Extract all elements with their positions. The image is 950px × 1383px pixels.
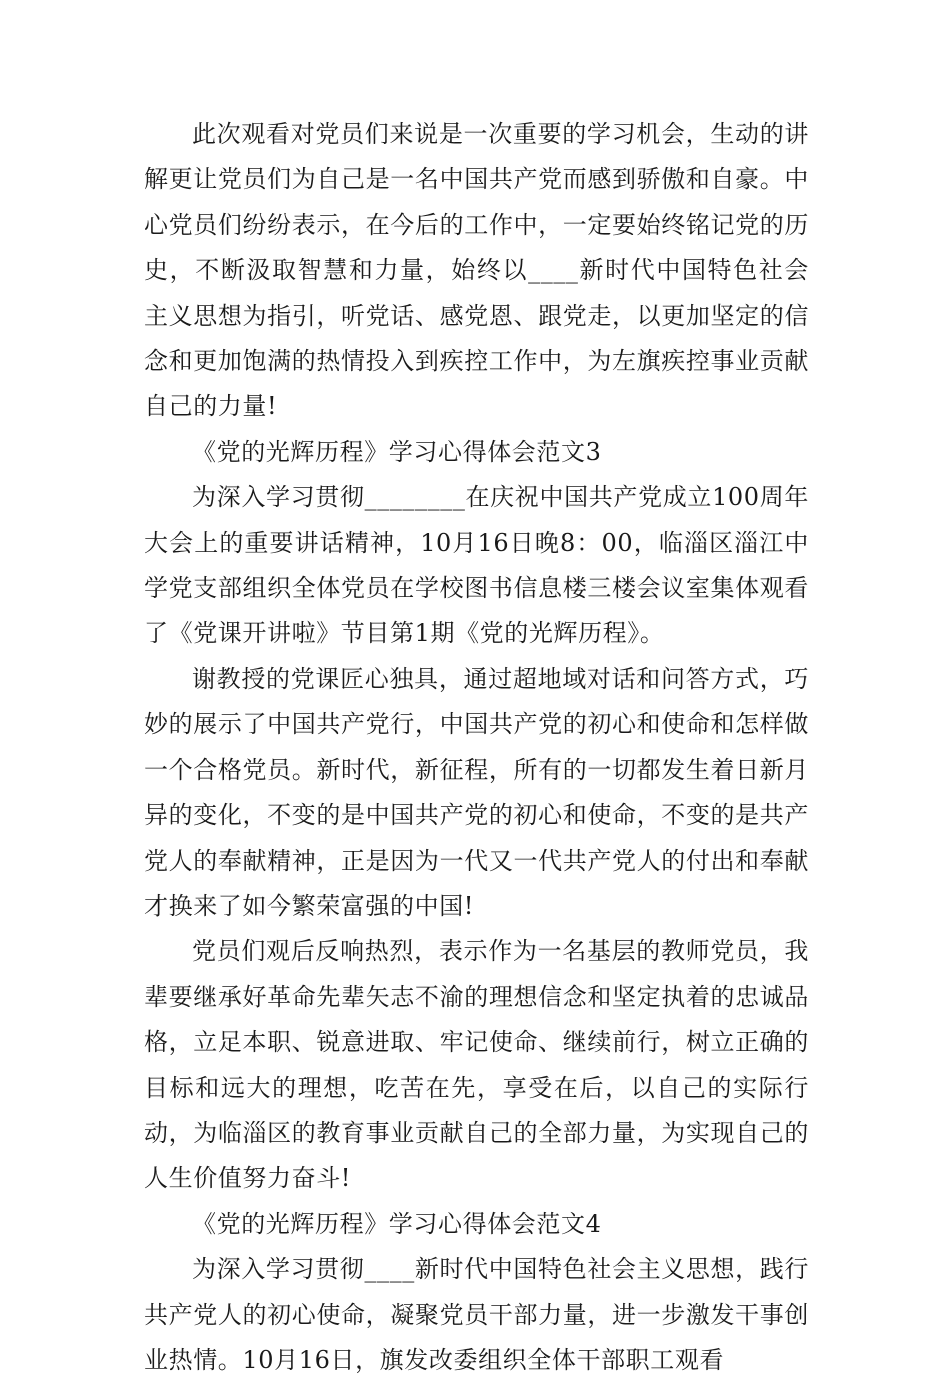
paragraph-2: 为深入学习贯彻________在庆祝中国共产党成立100周年大会上的重要讲话精神，10月16日晚8：00，临淄区淄江中学党支部组织全体党员在学校图书信息楼三楼会议室集体观看了《党课开讲啦》节目第1期《党的光辉历程》。 bbox=[144, 483, 809, 648]
paragraph-5: 为深入学习贯彻____新时代中国特色社会主义思想，践行共产党人的初心使命，凝聚党员干部力量，进一步激发干事创业热情。10月16日，旗发改委组织全体干部职工观看 bbox=[144, 1255, 809, 1374]
document-body bbox=[144, 112, 809, 1383]
paragraph-3: 谢教授的党课匠心独具，通过超地域对话和问答方式，巧妙的展示了中国共产党行，中国共产党的初心和使命和怎样做一个合格党员。新时代，新征程，所有的一切都发生着日新月异的变化，不变的是中国共产党的初心和使命，不变的是共产党人的奉献精神，正是因为一代又一代共产党人的付出和奉献才换来了如今繁荣富强的中国! bbox=[144, 664, 809, 920]
paragraph-1: 此次观看对党员们来说是一次重要的学习机会，生动的讲解更让党员们为自己是一名中国共产党而感到骄傲和自豪。中心党员们纷纷表示，在今后的工作中，一定要始终铭记党的历史，不断汲取智慧和力量，始终以____新时代中国特色社会主义思想为指引，听党话、感党恩、跟党走，以更加坚定的信念和更加饱满的热情投入到疾控工作中，为左旗疾控事业贡献自己的力量! bbox=[144, 120, 809, 421]
section-heading-3: 《党的光辉历程》学习心得体会范文3 bbox=[192, 437, 602, 466]
paragraph-4: 党员们观后反响热烈，表示作为一名基层的教师党员，我辈要继承好革命先辈矢志不渝的理想信念和坚定执着的忠诚品格，立足本职、锐意进取、牢记使命、继续前行，树立正确的目标和远大的理想，吃苦在先，享受在后，以自己的实际行动，为临淄区的教育事业贡献自己的全部力量，为实现自己的人生价值努力奋斗! bbox=[144, 937, 809, 1193]
section-heading-4: 《党的光辉历程》学习心得体会范文4 bbox=[192, 1209, 602, 1238]
